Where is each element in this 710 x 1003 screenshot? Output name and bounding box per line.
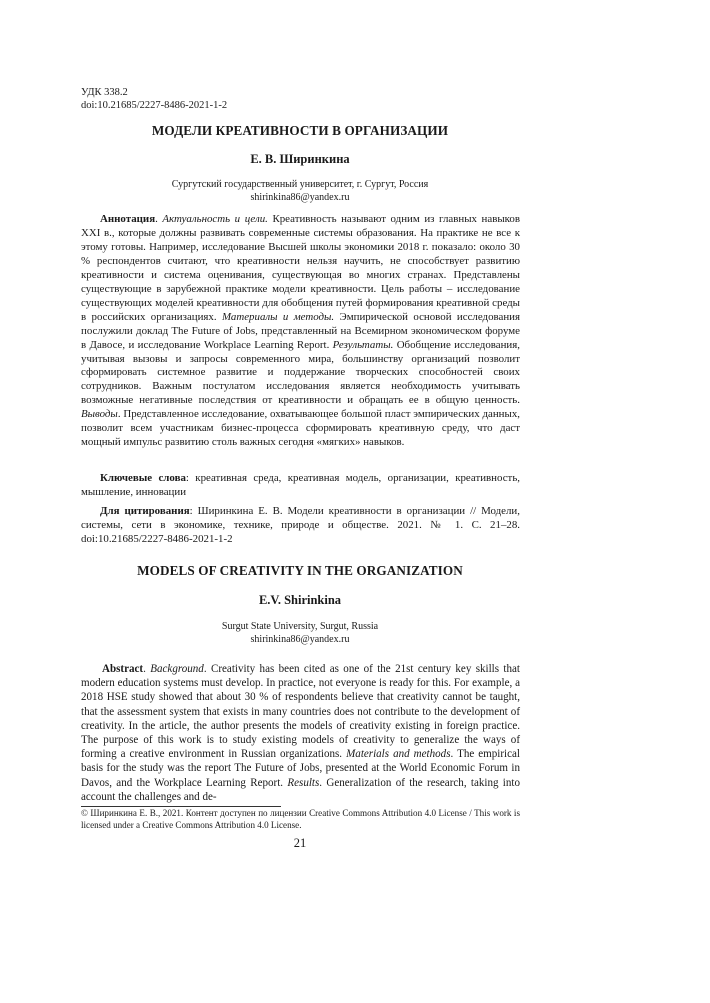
- doi: doi:10.21685/2227-8486-2021-1-2: [81, 100, 228, 111]
- ru-title: МОДЕЛИ КРЕАТИВНОСТИ В ОРГАНИЗАЦИИ: [151, 123, 449, 138]
- en-background-label: Background: [150, 663, 204, 675]
- license-note: © Ширинкина Е. В., 2021. Контент доступен по лицензии Creative Commons Attribution 4.0 License / This work is licensed under a Creative Commons Attribution 4.0 License.: [81, 808, 520, 830]
- ru-abstract: Аннотация. Актуальность и цели. Креативность называют одним из главных навыков XXI в., которые должны развивать современные системы образования. На практике не все к этому готовы. Например, исследование Высшей школы экономики 2018 г. показало: около 30 % респондентов считают, что креативности нельзя научить, не способствует развитию креативности и система оценивания, существующая во многих странах. Представлены существующие в зарубежной практике модели креативности. Цель работы – исследование существующих моделей креативности для обобщения путей формирования креативной среды в российских организациях. Материалы и методы. Эмпирической основой исследования послужили доклад The Future of Jobs, представленный на Всемирном экономическом форуме в Давосе, и исследование Workplace Learning Report. Результаты. Обобщение исследования, учитывая вызовы и запросы современного мира, большинству организаций позволит сформировать системное развитие и поддержание творческих способностей своих сотрудников. Важным постулатом исследования является необходимость учитывать возможные негативные последствия от креативности и обращать ее в общую ценность. Выводы. Представленное исследование, охватывающее большой пласт эмпирических данных, позволит всем участникам бизнес-процесса сформировать креативную среду, что даст мощный импульс развитию столь важных сегодня «мягких» навыков.: [81, 213, 521, 449]
- en-results-text: . Generalization of the research, taking into account the challenges and de-: [81, 776, 520, 803]
- ru-citation: [81, 505, 520, 547]
- ru-methods-text: Эмпирической основой исследования послужили доклад The Future of Jobs, представленный на Всемирном экономическом форуме в Давосе, и исследование Workplace Learning Report.: [81, 310, 521, 351]
- ru-results-label: Результаты.: [332, 338, 394, 351]
- ru-citation-text: : Ширинкина Е. В. Модели креативности в организации // Модели, системы, сети в экономике, технике, природе и обществе. 2021. № 1. С. 21–28. doi:10.21685/2227-8486-2021-1-2: [81, 505, 520, 545]
- ru-background-label: Актуальность и цели.: [162, 213, 268, 225]
- ru-background-text: Креативность называют одним из главных навыков XXI в., которые должны развивать современные системы образования. На практике не все к этому готовы. Например, исследование Высшей школы экономики 2018 г. показало: около 30 % респондентов считают, что креативности нельзя научить, не способствует развитию креативности и система оценивания, существующая во многих странах. Представлены существующие в зарубежной практике модели креативности. Цель работы – исследование существующих моделей креативности для обобщения путей формирования креативной среды в российских организациях.: [81, 213, 520, 323]
- ru-email: shirinkina86@yandex.ru: [250, 192, 350, 203]
- en-background-text: . Creativity has been cited as one of the 21st century key skills that modern education systems must develop. In practice, not everyone is ready for this. For example, a 2018 HSE study showed that about 30 % of respondents believe that creativity cannot be taught, that the assessment system that exists in many countries does not contribute to the development of creativity. In the article, the author presents the models of creativity existing in foreign practice. The purpose of this work is to study existing models of creativity to generalize the ways of forming a creative environment in Russian organizations.: [81, 663, 520, 761]
- ru-citation-label: Для цитирования: [100, 505, 190, 517]
- ru-abstract-label: Аннотация: [100, 213, 156, 225]
- en-methods-label: Materials and methods: [346, 748, 451, 761]
- en-email: shirinkina86@yandex.ru: [250, 634, 350, 645]
- ru-keywords-label: Ключевые слова: [100, 472, 186, 484]
- en-methods-text: . The empirical basis for the study was the report The Future of Jobs, presented at the World Economic Forum in Davos, and the Workplace Learning Report.: [81, 748, 520, 789]
- en-affiliation: Surgut State University, Surgut, Russia: [221, 621, 379, 632]
- ru-conclusions-label: Выводы: [81, 408, 118, 421]
- udc-code: УДК 338.2: [81, 87, 128, 98]
- en-author: E.V. Shirinkina: [258, 593, 342, 607]
- ru-conclusions-text: . Представленное исследование, охватывающее большой пласт эмпирических данных, позволит всем участникам бизнес-процесса сформировать креативную среду, что даст мощный импульс развитию столь важных сегодня «мягких» навыков.: [81, 408, 520, 449]
- ru-results-text: Обобщение исследования, учитывая вызовы и запросы современного мира, большинству организаций позволит сформировать системное развитие и поддержание творческих способностей своих сотрудников. Важным постулатом исследования является необходимость учитывать возможные негативные последствия от креативности и обращать ее в общую ценность.: [81, 338, 520, 407]
- page-number: 21: [293, 836, 307, 850]
- en-abstract-label: Abstract: [102, 663, 144, 675]
- en-abstract: Abstract. Background. Creativity has been cited as one of the 21st century key skills that modern education systems must develop. In practice, not everyone is ready for this. For example, a 2018 HSE study showed that about 30 % of respondents believe that creativity cannot be taught, that the assessment system that exists in many countries does not contribute to the development of creativity. In the article, the author presents the models of creativity existing in foreign practice. The purpose of this work is to study existing models of creativity to generalize the ways of forming a creative environment in Russian organizations. Materials and methods. The empirical basis for the study was the report The Future of Jobs, presented at the World Economic Forum in Davos, and the Workplace Learning Report. Results. Generalization of the research, taking into account the challenges and de-: [81, 663, 520, 803]
- ru-affiliation: Сургутский государственный университет, г. Сургут, Россия: [171, 179, 429, 190]
- ru-keywords: [81, 472, 520, 500]
- ru-author: Е. В. Ширинкина: [250, 152, 350, 166]
- ru-methods-label: Материалы и методы.: [222, 310, 335, 323]
- en-title: MODELS OF CREATIVITY IN THE ORGANIZATION: [137, 563, 463, 578]
- en-results-label: Results: [287, 776, 320, 789]
- ru-keywords-text: : креативная среда, креативная модель, организации, креативность, мышление, инновации: [81, 472, 521, 498]
